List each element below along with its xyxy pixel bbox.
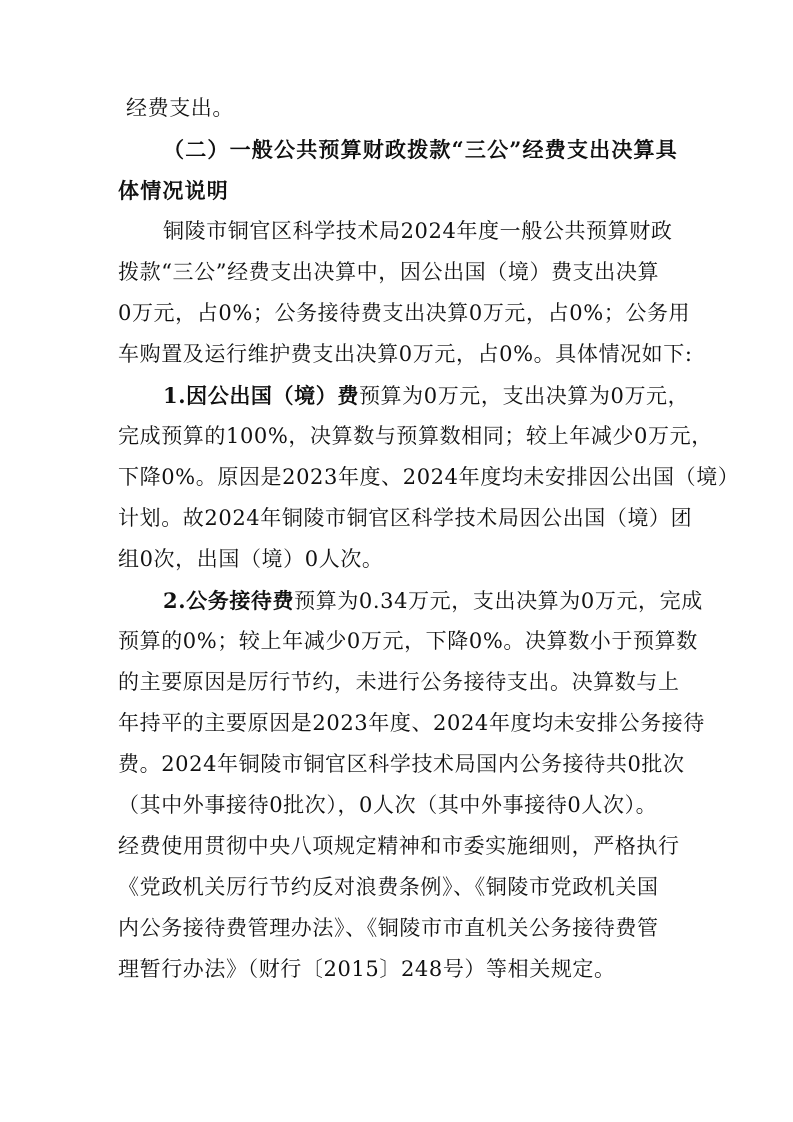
paragraph-line: 的主要原因是厉行节约，未进行公务接待支出。决算数与上 [118, 670, 680, 694]
paragraph-line: （其中外事接待0批次），0人次（其中外事接待0人次）。 [118, 793, 658, 817]
paragraph-text: 预算为0万元，支出决算为0万元， [358, 384, 690, 408]
paragraph-line: 下降0%。原因是2023年度、2024年度均未安排因公出国（境） [118, 465, 740, 489]
paragraph-line: 车购置及运行维护费支出决算0万元，占0%。具体情况如下: [118, 342, 693, 366]
paragraph-line: 经费使用贯彻中央八项规定精神和市委实施细则，严格执行 [118, 834, 680, 858]
paragraph-line: 内公务接待费管理办法》、《铜陵市市直机关公务接待费管 [118, 916, 659, 940]
document-page [118, 88, 740, 990]
paragraph-line: 完成预算的100%，决算数与预算数相同；较上年减少0万元， [118, 424, 713, 448]
section-heading: （二）一般公共预算财政拨款“三公”经费支出决算具 [163, 137, 678, 162]
subsection-label: 1.因公出国（境）费 [163, 383, 359, 408]
paragraph-line [118, 375, 690, 416]
paragraph-line: 《党政机关厉行节约反对浪费条例》、《铜陵市党政机关国 [118, 875, 659, 899]
paragraph-line: 年持平的主要原因是2023年度、2024年度均未安排公务接待 [118, 711, 705, 735]
paragraph-line: 经费支出。 [126, 96, 234, 120]
paragraph-text: 预算为0.34万元，支出决算为0万元，完成 [294, 589, 703, 613]
paragraph-line: 预算的0%；较上年减少0万元，下降0%。决算数小于预算数 [118, 629, 698, 653]
paragraph-line [118, 580, 703, 621]
paragraph-line: 计划。故2024年铜陵市铜官区科学技术局因公出国（境）团 [118, 506, 693, 530]
paragraph-line: 组0次，出国（境）0人次。 [118, 547, 384, 571]
paragraph-line: 拨款“三公”经费支出决算中，因公出国（境）费支出决算 [118, 260, 660, 284]
subsection-label: 2.公务接待费 [163, 588, 295, 613]
paragraph-line: 费。2024年铜陵市铜官区科学技术局国内公务接待共0批次 [118, 752, 685, 776]
section-heading-continued: 体情况说明 [118, 178, 229, 203]
paragraph-line: 0万元，占0%；公务接待费支出决算0万元，占0%；公务用 [118, 301, 691, 325]
paragraph-line: 铜陵市铜官区科学技术局2024年度一般公共预算财政 [163, 219, 673, 243]
paragraph-line: 理暂行办法》（财行〔2015〕248号）等相关规定。 [118, 957, 616, 981]
